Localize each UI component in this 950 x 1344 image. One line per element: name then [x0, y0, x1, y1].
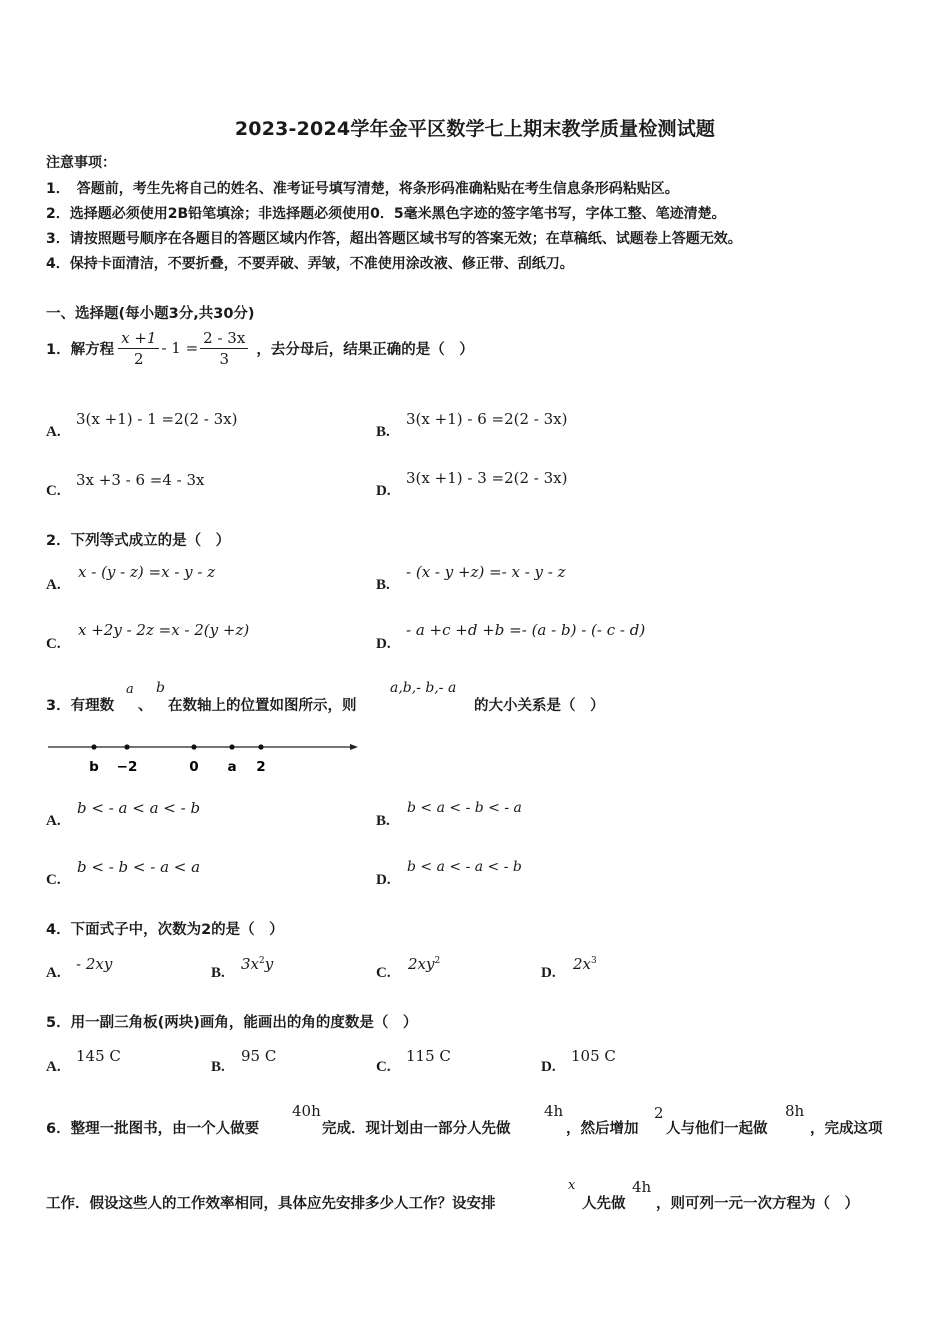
q6-time-40h: 40h [292, 1102, 321, 1120]
q6-text-4: 人与他们一起做 [666, 1121, 768, 1137]
q6-text-1: 6．整理一批图书，由一个人做要 [46, 1121, 260, 1137]
q1-option-c-label: C. [46, 483, 61, 499]
point-0 [191, 744, 196, 749]
number-line-label-2: 2 [256, 759, 266, 775]
q6-text-3: ，然后增加 [566, 1121, 639, 1137]
point-2 [258, 744, 263, 749]
number-line-label-b: b [89, 759, 99, 775]
q4-option-d [573, 955, 597, 973]
q3-text-1: 3．有理数 [46, 698, 115, 714]
q6-time-4h-2: 4h [632, 1178, 652, 1196]
q1-prefix: 1．解方程 [46, 341, 115, 358]
q6-text-7: 人先做 [582, 1196, 626, 1212]
q3-var-a: a [126, 682, 134, 697]
point-b [91, 744, 96, 749]
q2-option-c: x +2y - 2z =x - 2(y +z) [78, 621, 250, 639]
q1-option-b-label: B. [376, 424, 390, 440]
q4-option-c [408, 955, 440, 973]
q2-option-d-label: D. [376, 636, 391, 652]
question-1-stem [46, 326, 474, 370]
point-a [229, 744, 234, 749]
q6-text-6: 工作．假设这些人的工作效率相同，具体应先安排多少人工作？设安排 [46, 1196, 496, 1212]
q1-fraction-2 [200, 329, 248, 368]
question-5-stem: 5．用一副三角板(两块)画角，能画出的角的度数是（ ） [46, 1015, 418, 1031]
q4-option-c-label: C. [376, 965, 391, 981]
q6-time-4h: 4h [544, 1102, 564, 1120]
q4-option-b [241, 955, 273, 973]
q5-option-c: 115 C [406, 1047, 451, 1065]
q6-text-8: ，则可列一元一次方程为（ ） [656, 1196, 859, 1212]
q4-d-base: 2x [573, 955, 592, 973]
q5-option-a-label: A. [46, 1059, 61, 1075]
q1-option-d-label: D. [376, 483, 391, 499]
question-6-line-2 [46, 1176, 906, 1212]
q2-option-b: - (x - y +z) =- x - y - z [406, 563, 566, 581]
section-heading: 一、选择题(每小题3分,共30分) [46, 306, 255, 322]
q1-fraction-2-denominator: 3 [219, 349, 229, 368]
q4-b-tail: y [264, 955, 274, 973]
q1-equation-middle: - 1 = [161, 339, 199, 357]
q2-option-a-label: A. [46, 577, 61, 593]
q4-c-base: 2xy [408, 955, 435, 973]
number-line-label-minus-2: −2 [116, 759, 138, 775]
q4-option-b-label: B. [211, 965, 225, 981]
number-line [46, 736, 366, 782]
q1-fraction-2-numerator: 2 - 3x [200, 329, 248, 349]
q2-option-a: x - (y - z) =x - y - z [78, 563, 216, 581]
q5-option-c-label: C. [376, 1059, 391, 1075]
q3-option-a: b < - a < a < - b [77, 799, 201, 817]
q6-text-2: 完成．现计划由一部分人先做 [322, 1121, 511, 1137]
q4-option-a: - 2xy [76, 955, 113, 973]
q1-option-a-label: A. [46, 424, 61, 440]
q3-option-b: b < a < - b < - a [407, 800, 522, 816]
q3-option-a-label: A. [46, 813, 61, 829]
q6-number-2: 2 [654, 1104, 664, 1122]
q4-c-exponent: 2 [434, 956, 441, 966]
q6-text-5: ，完成这项 [810, 1121, 883, 1137]
q1-option-d: 3(x +1) - 3 =2(2 - 3x) [406, 469, 568, 487]
notice-heading: 注意事项： [46, 155, 116, 171]
q4-d-exponent: 3 [591, 956, 597, 966]
q1-option-a: 3(x +1) - 1 =2(2 - 3x) [76, 410, 238, 428]
question-6-line-1 [46, 1100, 906, 1136]
q3-set: a,b,- b,- a [390, 680, 457, 696]
number-line-arrow [350, 744, 358, 750]
q2-option-d: - a +c +d +b =- (a - b) - (- c - d) [406, 621, 646, 639]
q4-b-base: 3x [241, 955, 260, 973]
question-2-stem: 2．下列等式成立的是（ ） [46, 533, 231, 549]
q3-option-d-label: D. [376, 872, 391, 888]
notice-item-2: 2．选择题必须使用2B铅笔填涂；非选择题必须使用0．5毫米黑色字迹的签字笔书写，字体工整、笔迹清楚。 [46, 206, 726, 222]
q2-option-b-label: B. [376, 577, 390, 593]
q2-option-c-label: C. [46, 636, 61, 652]
q3-text-4: 的大小关系是（ ） [474, 698, 605, 714]
q5-option-b: 95 C [241, 1047, 277, 1065]
q1-fraction-1 [118, 329, 159, 368]
q3-text-2: 、 [138, 698, 153, 714]
q3-option-d: b < a < - a < - b [407, 859, 522, 875]
question-4-stem: 4．下面式子中，次数为2的是（ ） [46, 922, 284, 938]
q4-option-d-label: D. [541, 965, 556, 981]
q6-time-8h: 8h [785, 1102, 805, 1120]
q6-var-x: x [568, 1178, 576, 1193]
notice-item-3: 3．请按照题号顺序在各题目的答题区域内作答，超出答题区域书写的答案无效；在草稿纸、试题卷上答题无效。 [46, 231, 742, 247]
q1-fraction-1-denominator: 2 [133, 349, 144, 368]
q5-option-d: 105 C [571, 1047, 616, 1065]
q3-option-b-label: B. [376, 813, 390, 829]
q4-b-exponent: 2 [259, 956, 265, 966]
q3-var-b: b [156, 680, 165, 696]
notice-item-4: 4．保持卡面清洁，不要折叠，不要弄破、弄皱，不准使用涂改液、修正带、刮纸刀。 [46, 256, 574, 272]
q1-fraction-1-numerator: x +1 [118, 329, 159, 349]
q1-option-c: 3x +3 - 6 =4 - 3x [76, 471, 205, 489]
q4-option-a-label: A. [46, 965, 61, 981]
q1-suffix: ，去分母后，结果正确的是（ ） [256, 341, 474, 358]
q3-option-c: b < - b < - a < a [77, 858, 201, 876]
q5-option-a: 145 C [76, 1047, 121, 1065]
point-minus-2 [124, 744, 129, 749]
q5-option-d-label: D. [541, 1059, 556, 1075]
q5-option-b-label: B. [211, 1059, 225, 1075]
q3-option-c-label: C. [46, 872, 61, 888]
q3-text-3: 在数轴上的位置如图所示，则 [168, 698, 357, 714]
number-line-label-0: 0 [189, 759, 199, 775]
page-title: 2023-2024学年金平区数学七上期末教学质量检测试题 [234, 118, 716, 140]
notice-item-1: 1． 答题前，考生先将自己的姓名、准考证号填写清楚，将条形码准确粘贴在考生信息条形码粘贴区。 [46, 181, 679, 197]
q1-option-b: 3(x +1) - 6 =2(2 - 3x) [406, 410, 568, 428]
number-line-label-a: a [227, 759, 237, 775]
